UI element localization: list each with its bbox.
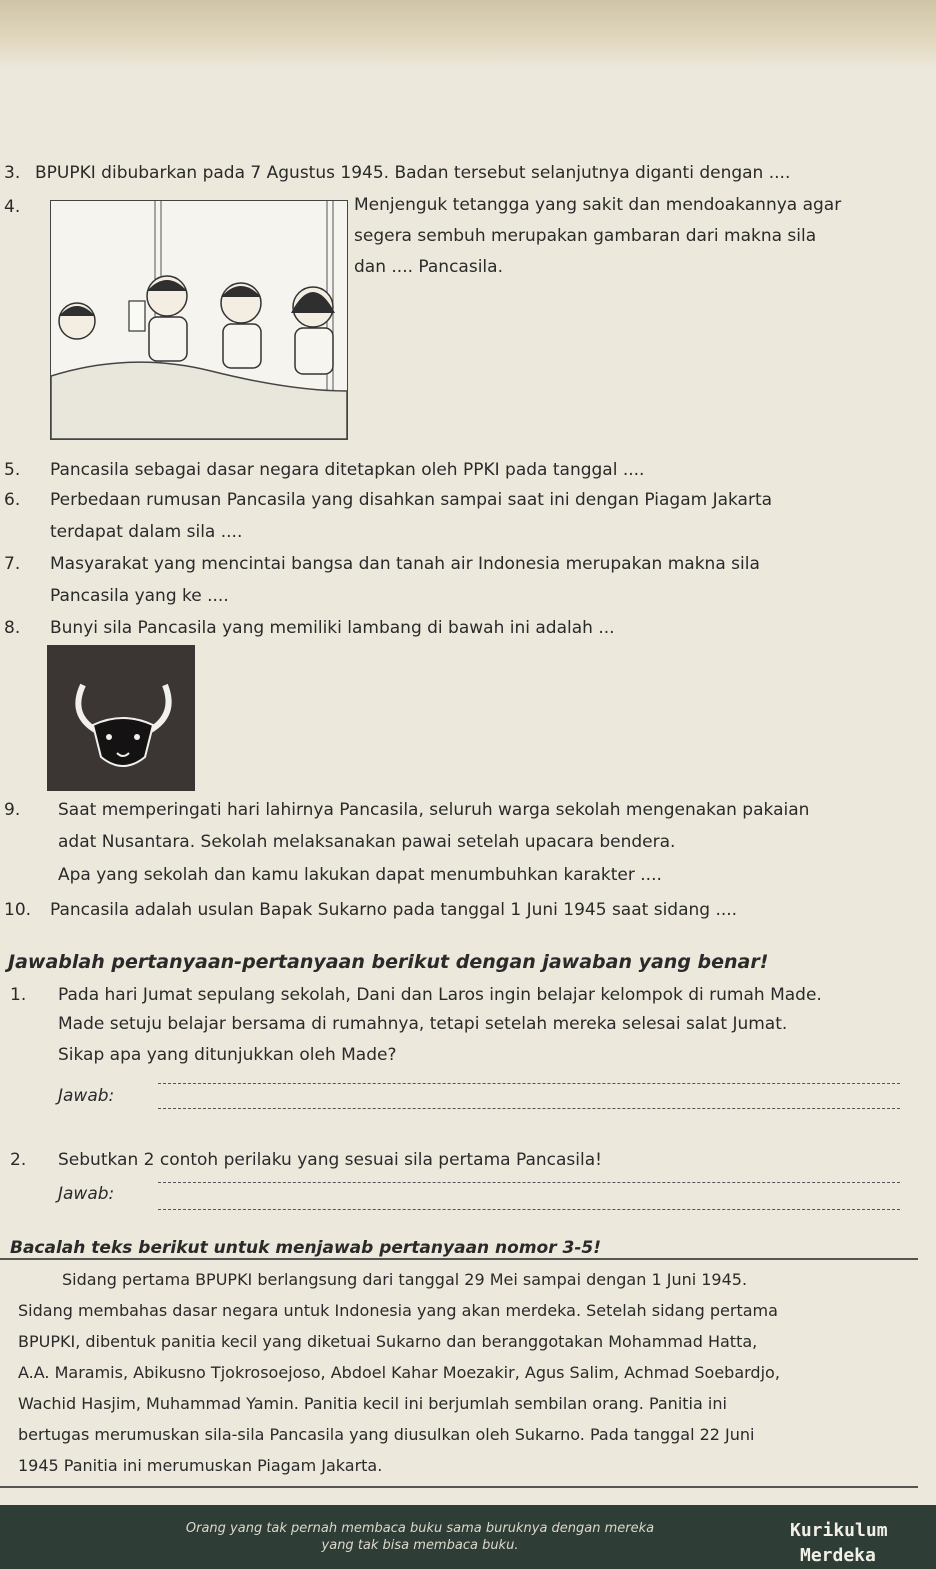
reading-title: Bacalah teks berikut untuk menjawab pertanyaan nomor 3-5! [10,1238,601,1258]
footer-quote-line: yang tak bisa membaca buku. [321,1538,519,1553]
answer-label: Jawab: [58,1184,115,1204]
bull-head-symbol [47,645,195,791]
bull-head-icon [47,645,195,791]
footer-quote-line: Orang yang tak pernah membaca buku sama buruknya dengan mereka [185,1521,655,1536]
question-text: BPUPKI dibubarkan pada 7 Agustus 1945. Badan tersebut selanjutnya diganti dengan .... [35,163,791,183]
brand-merdeka: Merdeka [800,1545,876,1566]
question-number: 8. [4,618,21,638]
question-text: Made setuju belajar bersama di rumahnya, tetapi setelah mereka selesai salat Jumat. [58,1014,788,1034]
question-text: Saat memperingati hari lahirnya Pancasila, seluruh warga sekolah mengenakan pakaian [58,800,810,820]
passage-line: Sidang pertama BPUPKI berlangsung dari tanggal 29 Mei sampai dengan 1 Juni 1945. [62,1270,748,1289]
question-text: Pancasila sebagai dasar negara ditetapkan oleh PPKI pada tanggal .... [50,460,645,480]
question-text: Sebutkan 2 contoh perilaku yang sesuai sila pertama Pancasila! [58,1150,602,1170]
question-number: 4. [4,197,21,217]
section-title: Jawablah pertanyaan-pertanyaan berikut dengan jawaban yang benar! [8,951,769,973]
question-text: segera sembuh merupakan gambaran dari makna sila [354,226,817,246]
question-text: Pancasila adalah usulan Bapak Sukarno pada tanggal 1 Juni 1945 saat sidang .... [50,900,738,920]
answer-line[interactable] [158,1209,900,1210]
question-text: adat Nusantara. Sekolah melaksanakan pawai setelah upacara bendera. [58,832,676,852]
question-text: terdapat dalam sila .... [50,522,243,542]
question-number: 3. [4,163,21,183]
footer-quote [160,1520,680,1554]
question-text: Apa yang sekolah dan kamu lakukan dapat menumbuhkan karakter .... [58,865,662,885]
question-number: 10. [4,900,32,920]
passage-line: 1945 Panitia ini merumuskan Piagam Jakarta. [18,1456,383,1475]
passage-line: Sidang membahas dasar negara untuk Indonesia yang akan merdeka. Setelah sidang pertama [18,1301,778,1320]
question-text: Pancasila yang ke .... [50,586,229,606]
question-number: 2. [10,1150,27,1170]
question-text: Bunyi sila Pancasila yang memiliki lambang di bawah ini adalah ... [50,618,615,638]
question-number: 5. [4,460,21,480]
passage-line: bertugas merumuskan sila-sila Pancasila yang diusulkan oleh Sukarno. Pada tanggal 22 Juni [18,1425,755,1444]
passage-line: BPUPKI, dibentuk panitia kecil yang diketuai Sukarno dan beranggotakan Mohammad Hatta, [18,1332,758,1351]
question-number: 9. [4,800,21,820]
question-number: 7. [4,554,21,574]
illustration-visiting-sick-neighbor [50,200,348,440]
question-text: Perbedaan rumusan Pancasila yang disahkan sampai saat ini dengan Piagam Jakarta [50,490,773,510]
question-text: Sikap apa yang ditunjukkan oleh Made? [58,1045,397,1065]
brand-kurikulum: Kurikulum [790,1520,888,1541]
question-text: dan .... Pancasila. [354,257,503,277]
answer-line[interactable] [158,1182,900,1183]
question-number: 1. [10,985,27,1005]
answer-line[interactable] [158,1108,900,1109]
passage-line: Wachid Hasjim, Muhammad Yamin. Panitia kecil ini berjumlah sembilan orang. Panitia ini [18,1394,727,1413]
passage-line: A.A. Maramis, Abikusno Tjokrosoejoso, Abdoel Kahar Moezakir, Agus Salim, Achmad Soebardjo, [18,1363,780,1382]
question-text: Pada hari Jumat sepulang sekolah, Dani dan Laros ingin belajar kelompok di rumah Made. [58,985,822,1005]
question-text: Menjenguk tetangga yang sakit dan mendoakannya agar [354,195,842,215]
question-text: Masyarakat yang mencintai bangsa dan tanah air Indonesia merupakan makna sila [50,554,760,574]
answer-line[interactable] [158,1083,900,1084]
answer-label: Jawab: [58,1086,115,1106]
visit-illustration [51,201,347,439]
question-number: 6. [4,490,21,510]
